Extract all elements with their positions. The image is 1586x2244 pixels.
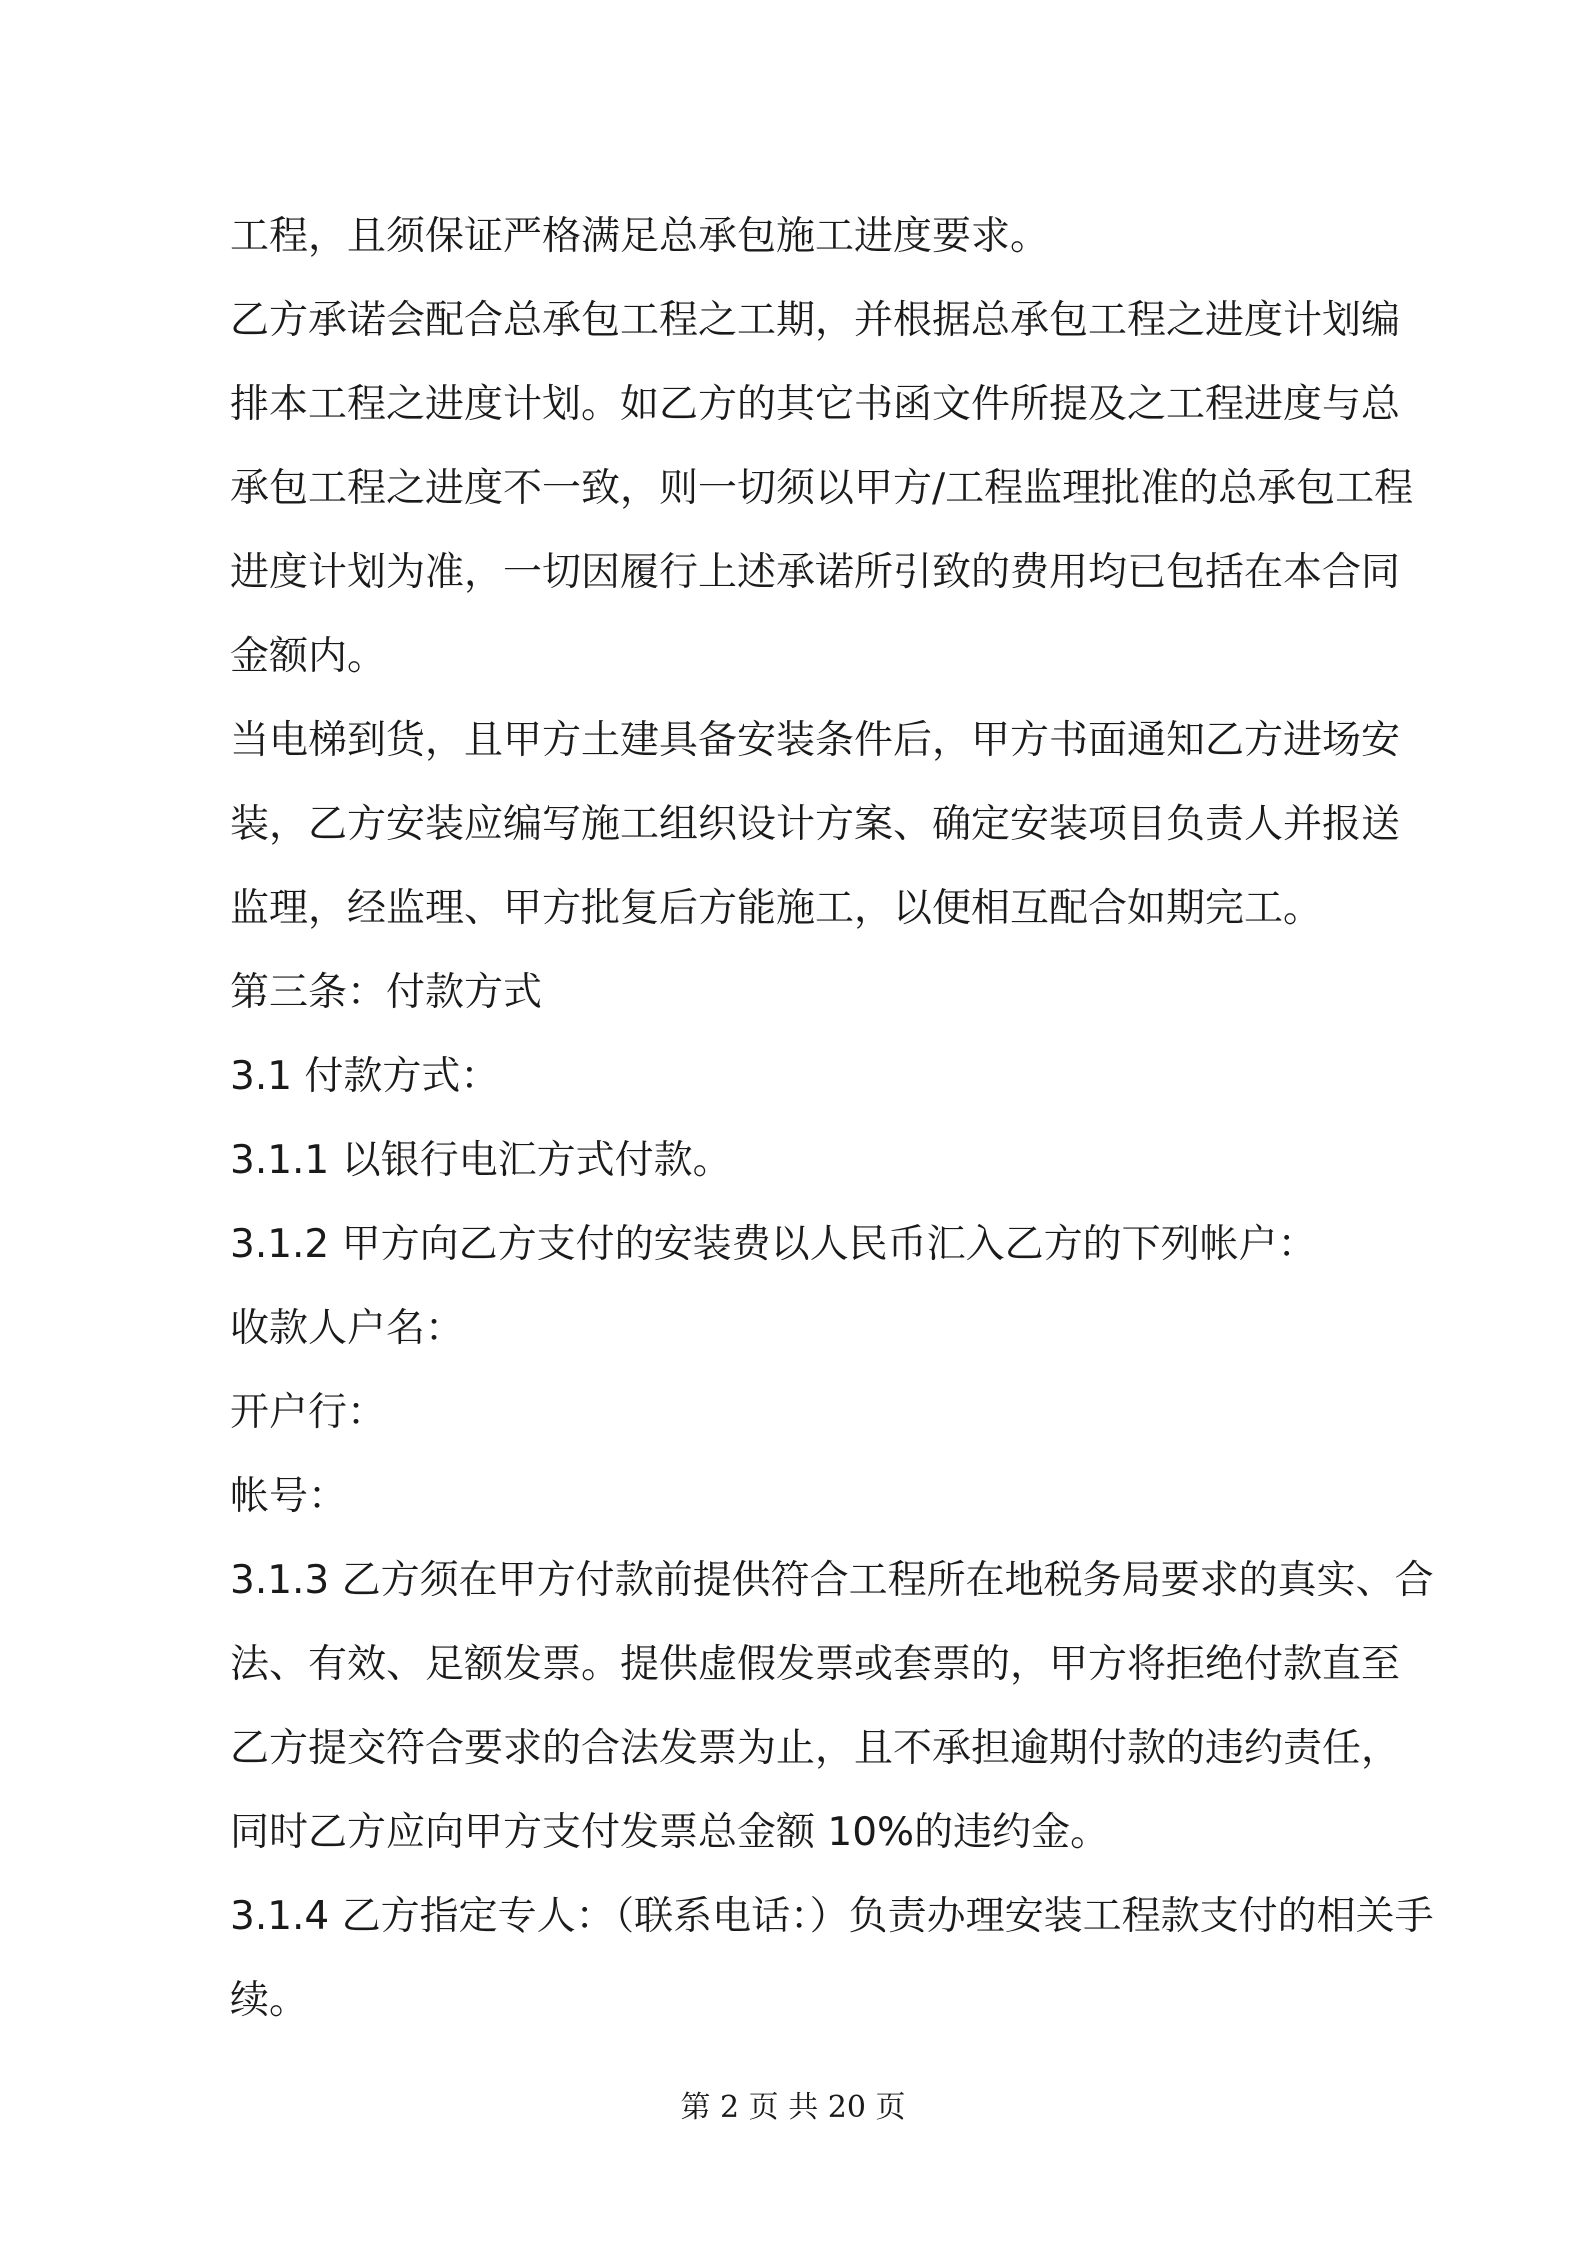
text-line: 续。 <box>230 1978 309 2023</box>
text-line: 3.1.1 以银行电汇方式付款。 <box>230 1138 732 1183</box>
clause-heading: 3.1 付款方式： <box>230 1054 500 1099</box>
bank-label: 开户行： <box>230 1390 387 1435</box>
account-number-label: 帐号： <box>230 1474 348 1519</box>
page-number-footer: 第 2 页 共 20 页 <box>680 2090 906 2125</box>
text-line: 法、有效、足额发票。提供虚假发票或套票的，甲方将拒绝付款直至 <box>230 1642 1401 1687</box>
text-line: 乙方提交符合要求的合法发票为止，且不承担逾期付款的违约责任， <box>230 1726 1401 1771</box>
text-line: 监理，经监理、甲方批复后方能施工，以便相互配合如期完工。 <box>230 886 1323 931</box>
text-line: 进度计划为准，一切因履行上述承诺所引致的费用均已包括在本合同 <box>230 550 1401 595</box>
text-line: 3.1.3 乙方须在甲方付款前提供符合工程所在地税务局要求的真实、合 <box>230 1558 1434 1603</box>
contract-body <box>230 195 1434 2043</box>
text-line: 装，乙方安装应编写施工组织设计方案、确定安装项目负责人并报送 <box>230 802 1401 847</box>
text-line: 3.1.4 乙方指定专人：（联系电话：）负责办理安装工程款支付的相关手 <box>230 1894 1434 1939</box>
text-line: 同时乙方应向甲方支付发票总金额 10%的违约金。 <box>230 1810 1110 1855</box>
text-line: 3.1.2 甲方向乙方支付的安装费以人民币汇入乙方的下列帐户： <box>230 1222 1317 1267</box>
text-line: 乙方承诺会配合总承包工程之工期，并根据总承包工程之进度计划编 <box>230 298 1401 343</box>
text-line: 当电梯到货，且甲方土建具备安装条件后，甲方书面通知乙方进场安 <box>230 718 1401 763</box>
payee-name-label: 收款人户名： <box>230 1306 465 1351</box>
text-line: 承包工程之进度不一致，则一切须以甲方/工程监理批准的总承包工程 <box>230 466 1414 511</box>
text-line: 金额内。 <box>230 634 387 679</box>
text-line: 工程，且须保证严格满足总承包施工进度要求。 <box>230 214 1050 259</box>
section-heading: 第三条：付款方式 <box>230 970 543 1015</box>
text-line: 排本工程之进度计划。如乙方的其它书函文件所提及之工程进度与总 <box>230 382 1401 427</box>
